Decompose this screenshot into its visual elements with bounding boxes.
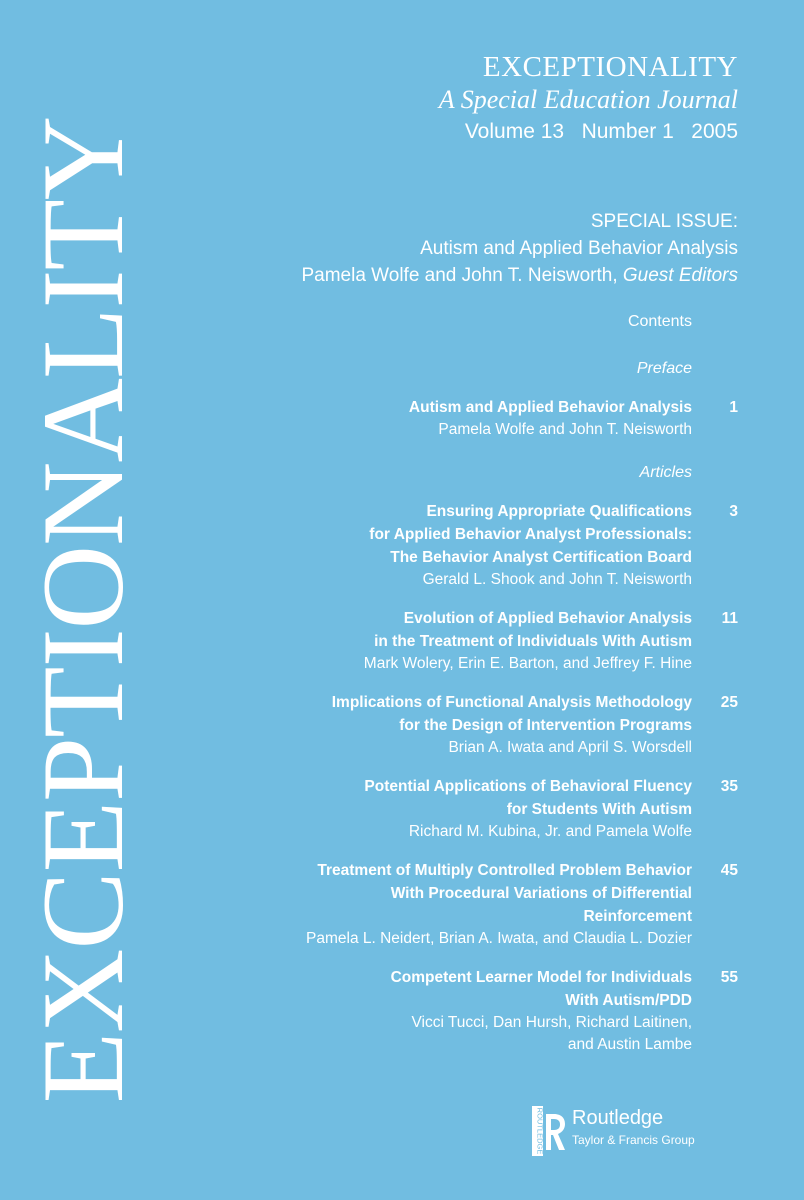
table-of-contents xyxy=(178,312,738,1056)
article-title-line: Competent Learner Model for Individuals xyxy=(390,969,692,986)
article-authors-line: Pamela Wolfe and John T. Neisworth xyxy=(438,421,692,438)
article-title-line: Reinforcement xyxy=(583,908,692,925)
article-title-line: for Students With Autism xyxy=(506,801,692,818)
publisher-logo-text: ROUTLEDGE xyxy=(535,1107,545,1155)
article-page-number: 3 xyxy=(729,503,738,520)
publisher-logo xyxy=(532,1106,712,1154)
article-authors-line: Vicci Tucci, Dan Hursh, Richard Laitinen, xyxy=(411,1014,692,1031)
special-issue-block xyxy=(301,208,738,289)
toc-entry-body xyxy=(306,859,692,950)
toc-entry-body xyxy=(369,500,692,591)
toc-entry xyxy=(178,500,738,591)
toc-entry-body xyxy=(391,966,692,1056)
toc-entry-body xyxy=(364,607,692,675)
article-page-number: 1 xyxy=(729,399,738,416)
contents-label: Contents xyxy=(627,313,692,330)
publisher-name: Routledge xyxy=(572,1107,664,1129)
article-title-line: for the Design of Intervention Programs xyxy=(399,717,692,734)
article-title-line: With Autism/PDD xyxy=(565,992,692,1009)
article-title-line: Autism and Applied Behavior Analysis xyxy=(408,399,692,416)
article-title-line: Evolution of Applied Behavior Analysis xyxy=(403,610,692,627)
volume-info: Volume 13 Number 1 2005 xyxy=(464,120,738,143)
toc-section-heading: Articles xyxy=(639,464,692,481)
article-title-line: for Applied Behavior Analyst Professionals: xyxy=(369,526,692,543)
article-title-line: Treatment of Multiply Controlled Problem Behavior xyxy=(317,862,692,879)
masthead xyxy=(439,50,738,146)
journal-title: EXCEPTIONALITY xyxy=(482,51,738,83)
toc-entry xyxy=(178,691,738,759)
toc-entry xyxy=(178,775,738,843)
toc-entry xyxy=(178,396,738,441)
publisher-group: Taylor & Francis Group xyxy=(572,1133,695,1147)
article-authors-line: Pamela L. Neidert, Brian A. Iwata, and Claudia L. Dozier xyxy=(306,930,692,947)
toc-entry xyxy=(178,607,738,675)
article-authors-line: Richard M. Kubina, Jr. and Pamela Wolfe xyxy=(408,823,692,840)
article-authors-line: and Austin Lambe xyxy=(567,1036,692,1053)
guest-editors xyxy=(301,262,738,289)
special-issue-label: SPECIAL ISSUE: xyxy=(590,211,738,232)
article-authors-line: Brian A. Iwata and April S. Worsdell xyxy=(448,739,692,756)
special-issue-topic: Autism and Applied Behavior Analysis xyxy=(420,238,738,259)
article-page-number: 25 xyxy=(720,694,738,711)
article-authors-line: Gerald L. Shook and John T. Neisworth xyxy=(422,571,692,588)
spine-title: EXCEPTIONALITY xyxy=(19,116,148,1104)
toc-entry-body xyxy=(409,396,692,441)
article-page-number: 11 xyxy=(721,610,738,627)
article-title-line: Ensuring Appropriate Qualifications xyxy=(426,503,692,520)
article-title-line: With Procedural Variations of Differential xyxy=(390,885,692,902)
article-authors-line: Mark Wolery, Erin E. Barton, and Jeffrey F. Hine xyxy=(363,655,692,672)
toc-entry-body xyxy=(364,775,692,843)
article-page-number: 35 xyxy=(720,778,738,795)
guest-editors-role: Guest Editors xyxy=(622,265,738,286)
toc-entry-body xyxy=(332,691,692,759)
journal-subtitle: A Special Education Journal xyxy=(438,85,738,114)
article-title-line: Potential Applications of Behavioral Fluency xyxy=(364,778,692,795)
toc-entry xyxy=(178,966,738,1056)
article-page-number: 55 xyxy=(720,969,738,986)
toc-entry xyxy=(178,859,738,950)
article-page-number: 45 xyxy=(720,862,738,879)
article-title-line: The Behavior Analyst Certification Board xyxy=(390,549,692,566)
article-title-line: Implications of Functional Analysis Methodology xyxy=(331,694,692,711)
article-title-line: in the Treatment of Individuals With Autism xyxy=(374,633,692,650)
toc-section-heading: Preface xyxy=(636,360,692,377)
routledge-r-logo-icon xyxy=(532,1106,566,1156)
guest-editors-names: Pamela Wolfe and John T. Neisworth, xyxy=(301,265,618,286)
